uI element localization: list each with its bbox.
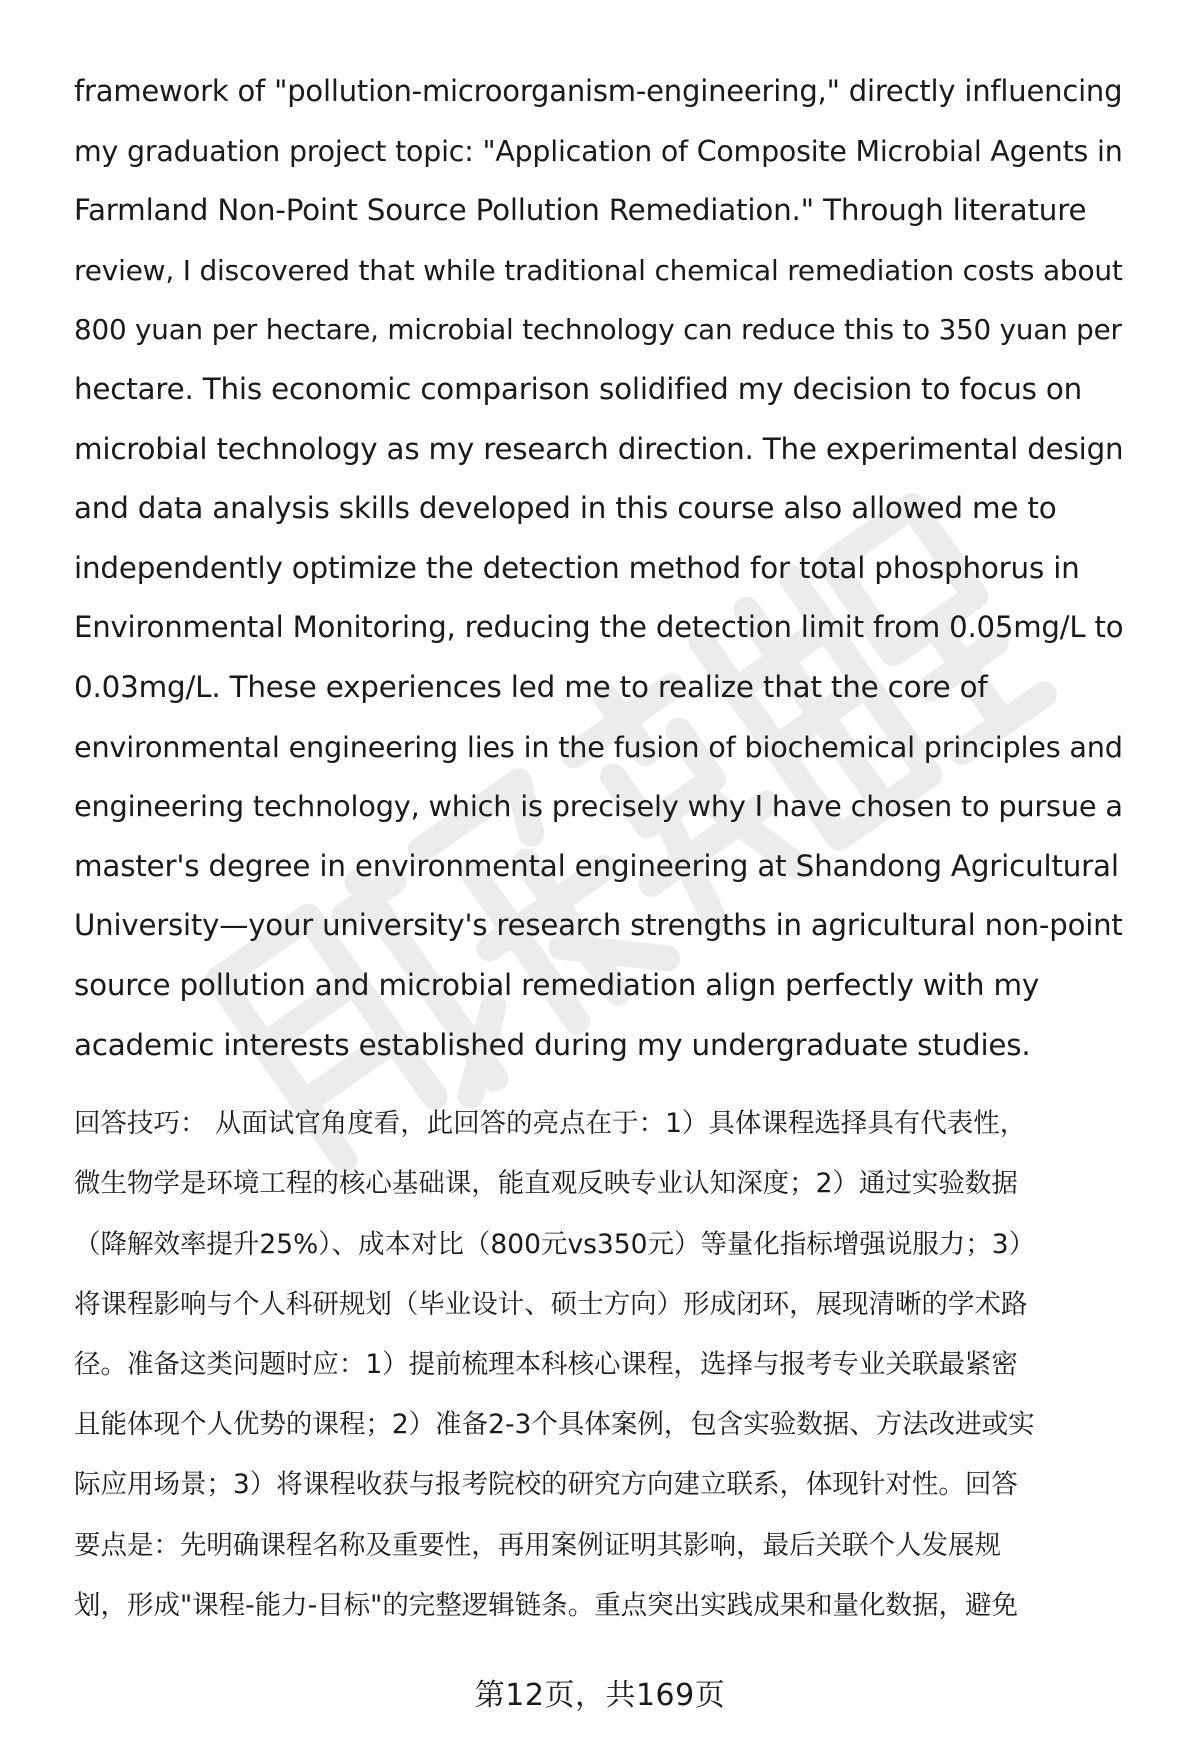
text-line: microbial technology as my research direction. The experimental design [74, 431, 1124, 466]
page-content [74, 62, 1164, 1636]
text-line: 0.03mg/L. These experiences led me to realize that the core of [74, 669, 988, 704]
text-line: 要点是：先明确课程名称及重要性，再用案例证明其影响，最后关联个人发展规 [74, 1529, 1001, 1561]
text-line: 划，形成"课程-能力-目标"的完整逻辑链条。重点突出实践成果和量化数据，避免 [74, 1589, 1018, 1621]
text-line: （降解效率提升25%）、成本对比（800元vs350元）等量化指标增强说服力；3） [74, 1228, 1036, 1260]
text-line: 径。准备这类问题时应：1）提前梳理本科核心课程，选择与报考专业关联最紧密 [74, 1348, 1018, 1380]
text-line: source pollution and microbial remediation align perfectly with my [74, 967, 1040, 1002]
text-line: 微生物学是环境工程的核心基础课，能直观反映专业认知深度；2）通过实验数据 [74, 1168, 1018, 1200]
text-line: master's degree in environmental engineering at Shandong Agricultural [74, 848, 1119, 883]
text-line: environmental engineering lies in the fusion of biochemical principles and [74, 729, 1123, 764]
text-line: independently optimize the detection method for total phosphorus in [74, 550, 1080, 585]
text-line: review, I discovered that while traditional chemical remediation costs about [74, 253, 1123, 287]
english-paragraph [74, 62, 1164, 1075]
text-line: hectare. This economic comparison solidified my decision to focus on [74, 371, 1083, 406]
text-line: 将课程影响与个人科研规划（毕业设计、硕士方向）形成闭环，展现清晰的学术路 [74, 1288, 1028, 1320]
answer-tips-paragraph [74, 1094, 1164, 1636]
text-line: 回答技巧： 从面试官角度看，此回答的亮点在于：1）具体课程选择具有代表性， [74, 1108, 1027, 1140]
text-line: engineering technology, which is precisely why I have chosen to pursue a [74, 789, 1123, 824]
text-line: Environmental Monitoring, reducing the detection limit from 0.05mg/L to [74, 610, 1124, 645]
text-line: and data analysis skills developed in this course also allowed me to [74, 491, 1057, 526]
text-line: 且能体现个人优势的课程；2）准备2-3个具体案例，包含实验数据、方法改进或实 [74, 1409, 1035, 1441]
text-line: 际应用场景；3）将课程收获与报考院校的研究方向建立联系，体现针对性。回答 [74, 1469, 1018, 1501]
text-line: my graduation project topic: "Application of Composite Microbial Agents in [74, 134, 1123, 168]
page-number-footer: 第12页，共169页 [474, 1678, 726, 1713]
text-line: Farmland Non-Point Source Pollution Remediation." Through literature [74, 193, 1087, 228]
text-line: University—your university's research strengths in agricultural non-point [74, 908, 1123, 943]
text-line: 800 yuan per hectare, microbial technology can reduce this to 350 yuan per [74, 313, 1122, 347]
text-line: academic interests established during my undergraduate studies. [74, 1027, 1031, 1062]
text-line: framework of "pollution-microorganism-engineering," directly influencing [74, 74, 1123, 108]
